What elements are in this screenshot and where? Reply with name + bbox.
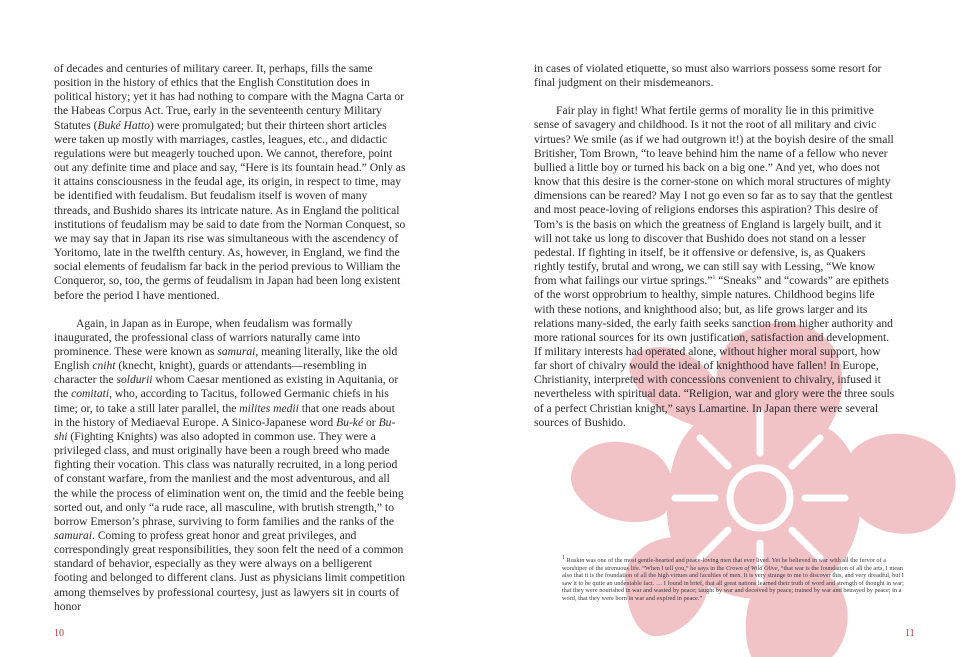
left-paragraph-1: of decades and centuries of military career. It, perhaps, fills the same position in the history of ethics that the English Constitution does in political history; yet it has had nothing to compare with the Magna Carta or the Habeas Corpus Act. True, early in the seventeenth century Military Statutes (Buké Hatto) were promulgated; but their thirteen short articles were taken up mostly with marriages, castles, leagues, etc., and didactic regulations were but meagerly touched upon. We cannot, therefore, point out any definite time and place and say, “Here is its fountain head.” Only as it attains consciousness in the feudal age, its origin, in respect to time, may be identified with feudalism. But feudalism itself is woven of many threads, and Bushido shares its intricate nature. As in England the political institutions of feudalism may be said to date from the Norman Conquest, so we may say that in Japan its rise was simultaneous with the ascendency of Yoritomo, late in the twelfth century. As, however, in England, we find the social elements of feudalism far back in the period previous to William the Conqueror, so, too, the germs of feudalism in Japan had been long existent before the period I have mentioned. bbox=[54, 62, 406, 302]
right-page-text bbox=[534, 62, 896, 430]
right-paragraph-1: in cases of violated etiquette, so must also warriors possess some resort for final judgment on their misdemeanors. bbox=[534, 62, 882, 90]
footnote: 1 Ruskin was one of the most gentle-hearted and peace-loving men that ever lived. Yet he believed in war with all the fervor of a worshiper of the strenuous life. “When I tell you,” he says in the Crown of Wild Olive, “that war is the foundation of all the arts, I mean also that it is the foundation of all the high virtues and faculties of men. It is very strange to me to discover this, and very dreadful, but I saw it to be quite an undeniable fact. … I found in brief, that all great nations learned their truth of word and strength of thought in war; that they were nourished in war and wasted by peace; taught by war and deceived by peace; trained by war and betrayed by peace; in a word, that they were born in war and expired in peace.” bbox=[562, 554, 904, 602]
left-page-text bbox=[54, 62, 406, 614]
page-number-left: 10 bbox=[54, 628, 64, 639]
page-number-right: 11 bbox=[905, 628, 915, 639]
footnote-mark: 1 bbox=[562, 554, 565, 561]
left-paragraph-2: Again, in Japan as in Europe, when feudalism was formally inaugurated, the professional class of warriors naturally came into prominence. These were known as samurai, meaning literally, like the old English cniht (knecht, knight), guards or attendants—resembling in character the soldurii whom Caesar mentioned as existing in Aquitania, or the comitati, who, according to Tacitus, followed Germanic chiefs in his time; or, to take a still later parallel, the milites medii that one reads about in the history of Mediaeval Europe. A Sinico-Japanese word Bu-ké or Bu-shi (Fighting Knights) was also adopted in common use. They were a privileged class, and must originally have been a rough breed who made fighting their vocation. This class was naturally recruited, in a long period of constant warfare, from the manliest and the most adventurous, and all the while the process of elimination went on, the timid and the feeble being sorted out, and only “a rude race, all masculine, with brutish strength,” to borrow Emerson’s phrase, surviving to form families and the ranks of the samurai. Coming to profess great honor and great privileges, and correspondingly great responsibilities, they soon felt the need of a common standard of behavior, especially as they were always on a belligerent footing and belonged to different clans. Just as physicians limit competition among themselves by professional courtesy, just as lawyers sit in courts of honor bbox=[54, 316, 406, 613]
right-paragraph-2: Fair play in fight! What fertile germs of morality lie in this primitive sense of savagery and childhood. Is it not the root of all military and civic virtues? We smile (as if we had outgrown it!) at the boyish desire of the small Britisher, Tom Brown, “to leave behind him the name of a fellow who never bullied a little boy or turned his back on a big one.” And yet, who does not know that this desire is the corner-stone on which moral structures of mighty dimensions can be reared? May I not go even so far as to say that the gentlest and most peace-loving of religions endorses this aspiration? This desire of Tom’s is the basis on which the greatness of England is largely built, and it will not take us long to discover that Bushido does not stand on a lesser pedestal. If fighting in itself, be it offensive or defensive, is, as Quakers rightly testify, brutal and wrong, we can still say with Lessing, “We know from what failings our virtue springs.”$^1$ “Sneaks” and “cowards” are epithets of the worst opprobrium to healthy, simple natures. Childhood begins life with these notions, and knighthood also; but, as life grows larger and its relations many-sided, the early faith seeks sanction from higher authority and more rational sources for its own justification, satisfaction and development. If military interests had operated alone, without higher moral support, how far short of chivalry would the ideal of knighthood have fallen! In Europe, Christianity, interpreted with concessions convenient to chivalry, infused it nevertheless with spiritual data. “Religion, war and glory were the three souls of a perfect Christian knight,” says Lamartine. In Japan there were several sources of Bushido. bbox=[534, 104, 895, 429]
right-page bbox=[485, 0, 970, 657]
footnote-reference: 1 bbox=[712, 275, 716, 282]
